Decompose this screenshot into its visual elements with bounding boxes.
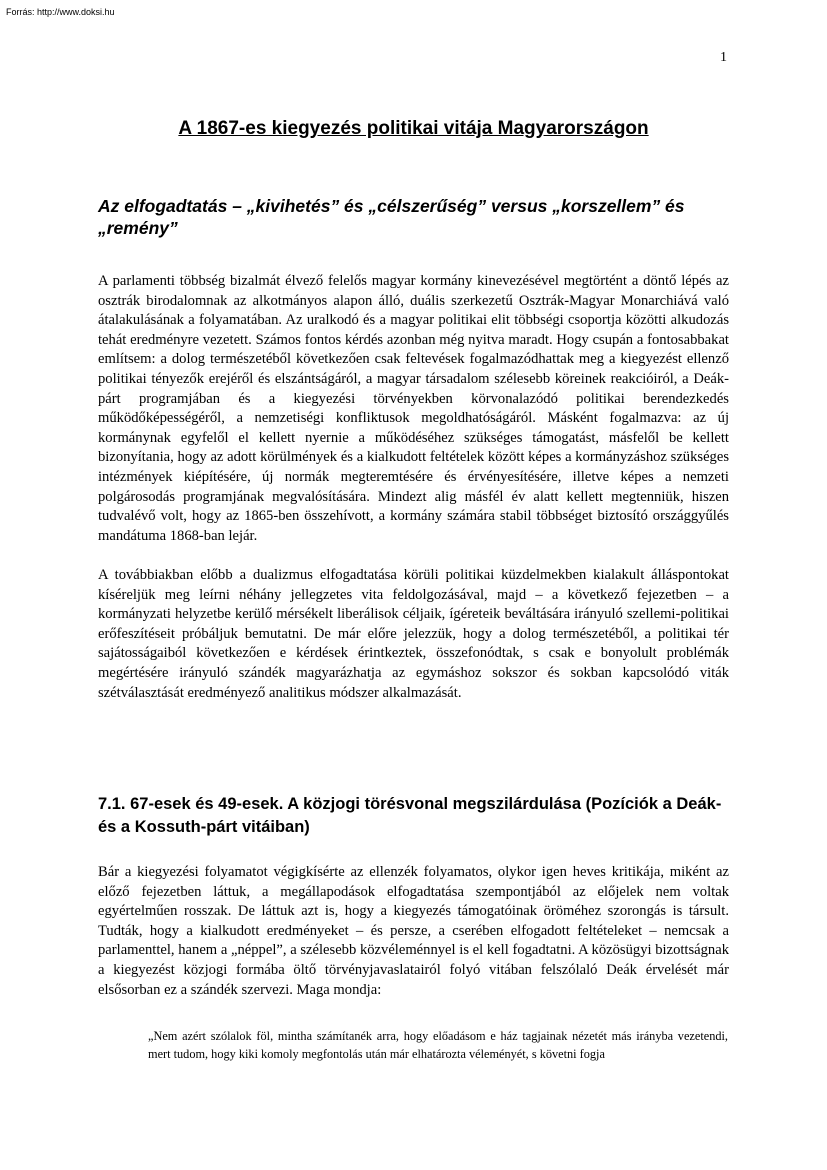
paragraph-2: A továbbiakban előbb a dualizmus elfogadtatása körüli politikai küzdelmekben kialakult álláspontokat kíséreljük meg leírni néhány jellegzetes vita feldolgozásával, majd – a következő fejezetben – a kormányzati helyzetbe kerülő mérsékelt liberálisok céljaik, ígéreteik beváltására irányuló szellemi-politikai erőfeszítéseit próbáljuk bemutatni. De már előre jelezzük, hogy a dolog természetéből, a politikai tér sajátosságaiból következően e kérdések érintkeztek, összefonódtak, s csak e bonyolult problémák megértésére irányuló szándék magyarázhatja az egymáshoz sokszor és sokban kapcsolódó viták szétválasztását eredményező analitikus módszer alkalmazását. [98,567,729,701]
section-heading: 7.1. 67-esek és 49-esek. A közjogi törésvonal megszilárdulása (Pozíciók a Deák- és a Kossuth-párt vitáiban) [98,795,722,836]
section-paragraph: Bár a kiegyezési folyamatot végigkísérte az ellenzék folyamatos, olykor igen heves kritikája, miként az előző fejezetben láttuk, a megállapodások elfogadtatása szempontjából az előjelek nem voltak egyértelműen rosszak. De láttuk azt is, hogy a kiegyezés támogatóinak öröméhez szorongás is társult. Tudták, hogy a kialkudott eredményeket – és persze, a cserében elfogadott feltételeket – nemcsak a parlamenttel, hanem a „néppel”, a szélesebb közvéleménnyel is el kell fogadtatni. A közösügyi bizottságnak a kiegyezést közjogi formába öltő törvényjavaslatairól folyó vitában felszólaló Deák érvelését már elsősorban ez a szándék szervezi. Maga mondja: [98,864,729,998]
chapter-subtitle: Az elfogadtatás – „kivihetés” és „célszerűség” versus „korszellem” és „remény” [98,196,685,238]
block-quote: „Nem azért szólalok föl, mintha számítanék arra, hogy előadásom e ház tagjainak nézetét más irányba vezetendi, mert tudom, hogy kiki komoly megfontolás után már elhatározta véleményét, s követni fogja [148,1029,728,1061]
paragraph-1: A parlamenti többség bizalmát élvező felelős magyar kormány kinevezésével megtörtént a döntő lépés az osztrák birodalomnak az alkotmányos alapon álló, duális szerkezetű Osztrák-Magyar Monarchiává való átalakulásának a folyamatában. Az uralkodó és a magyar politikai elit többségi csoportja közötti alkudozás tehát eredményre vezetett. Számos fontos kérdés azonban még nyitva maradt. Hogy csupán a fontosabbakat említsem: a dolog természetéből következően csak feltevések fogalmazódhattak meg a kiegyezést ellenző politikai tényezők erejéről és elszántságáról, a magyar társadalom szélesebb köreinek reakcióiról, a Deák-párt programjában és a kiegyezési törvényekben körvonalazódó politikai berendezkedés működőképességéről, a nemzetiségi konfliktusok megoldhatóságáról. Másként fogalmazva: az új kormánynak egyfelől el kellett nyernie a működéséhez szükséges támogatást, másfelől be kellett bizonyítania, hogy az adott körülmények és a kialkudott feltételek között képes a kormányzáshoz szükséges intézmények kiépítésére, új normák megteremtésére és érvényesítésére, illetve képes a nemzeti polgárosodás programjának megvalósítására. Mindezt alig másfél év alatt kellett megtenniük, hiszen tudvalévő volt, hogy az 1865-ben összehívott, a kormány számára stabil többséget biztosító országgyűlés mandátuma 1868-ban lejár. [98,273,729,544]
document-title: A 1867-es kiegyezés politikai vitája Magyarországon [178,118,649,139]
page-number: 1 [720,50,727,65]
source-label: Forrás: http://www.doksi.hu [6,7,115,17]
